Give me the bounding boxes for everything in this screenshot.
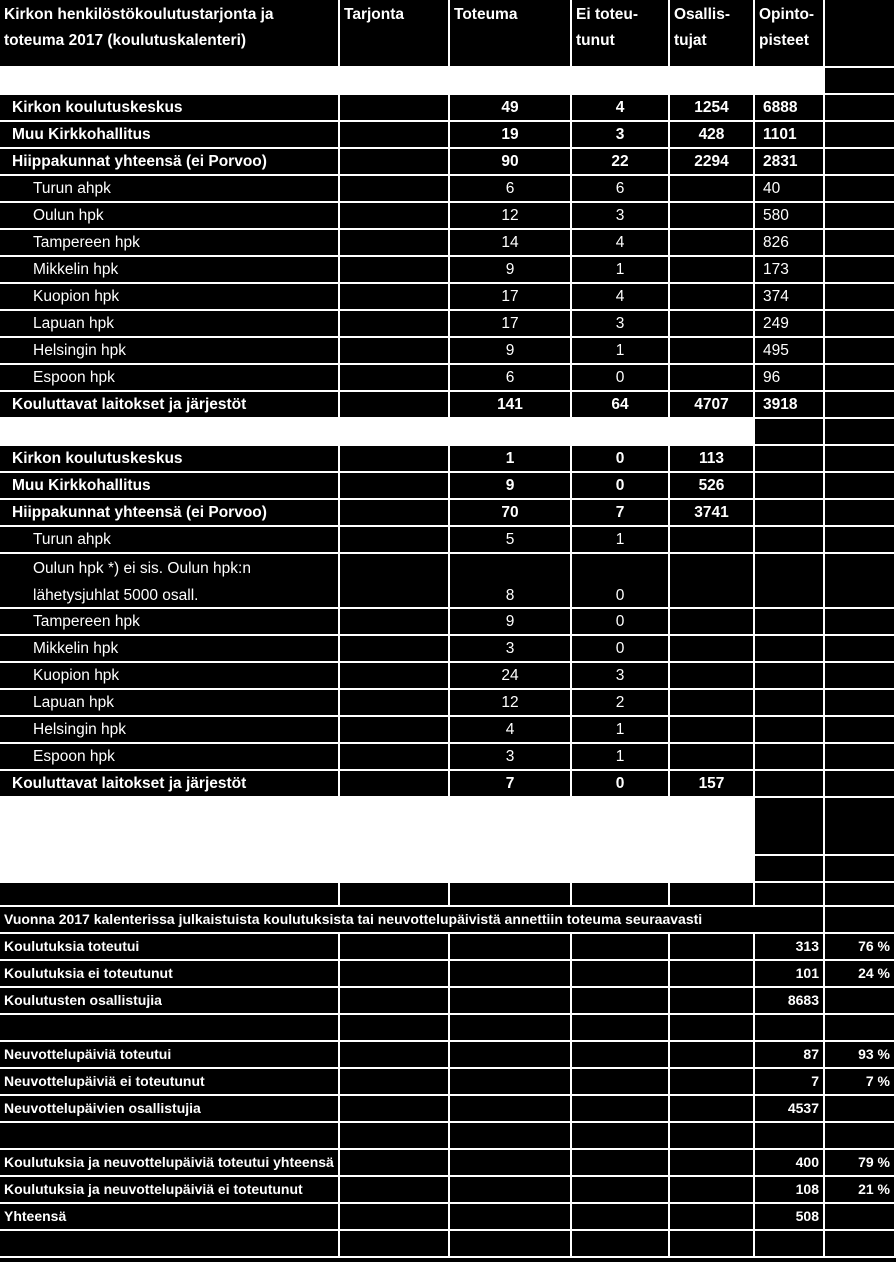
- filler-cell: [825, 473, 896, 500]
- opintopisteet-cell: [755, 771, 825, 798]
- filler-cell: [825, 771, 896, 798]
- summary-label: Koulutusten osallistujia: [0, 988, 340, 1015]
- osallistujat-cell: [670, 203, 755, 230]
- filler-cell: [825, 284, 896, 311]
- opintopisteet-cell: 826: [755, 230, 825, 257]
- ei-toteutunut-cell: 4: [572, 284, 670, 311]
- filler-cell: [825, 798, 896, 856]
- row-label: Tampereen hpk: [0, 230, 340, 257]
- toteuma-cell: 90: [450, 149, 572, 176]
- tarjonta-cell: [340, 609, 450, 636]
- opintopisteet-cell: [755, 663, 825, 690]
- empty-cell: [670, 988, 755, 1015]
- osallistujat-cell: [670, 311, 755, 338]
- filler-cell: [825, 446, 896, 473]
- empty-cell: [572, 1096, 670, 1123]
- tarjonta-cell: [340, 446, 450, 473]
- empty-cell: [340, 961, 450, 988]
- header-label: Opinto-: [759, 6, 815, 23]
- row-label: Turun ahpk: [0, 176, 340, 203]
- tarjonta-cell: [340, 284, 450, 311]
- filler-cell: [825, 717, 896, 744]
- row-label: Kuopion hpk: [0, 284, 340, 311]
- empty-cell: [670, 961, 755, 988]
- opintopisteet-cell: [755, 527, 825, 554]
- summary-label: [0, 1015, 340, 1042]
- row-label: Mikkelin hpk: [0, 257, 340, 284]
- ei-toteutunut-cell: 1: [572, 527, 670, 554]
- empty-cell: [340, 1231, 450, 1258]
- header-osallistujat: [670, 0, 755, 68]
- filler-cell: [825, 609, 896, 636]
- summary-percent: [825, 1204, 896, 1231]
- ei-toteutunut-cell: 3: [572, 311, 670, 338]
- summary-percent: 21 %: [825, 1177, 896, 1204]
- empty-cell: [825, 883, 896, 907]
- empty-cell: [340, 1015, 450, 1042]
- summary-value: 313: [755, 934, 825, 961]
- header-label: Osallis-: [674, 6, 730, 23]
- summary-label: Neuvottelupäiviä toteutui: [0, 1042, 340, 1069]
- opintopisteet-cell: 1101: [755, 122, 825, 149]
- osallistujat-cell: [670, 636, 755, 663]
- empty-cell: [340, 1096, 450, 1123]
- opintopisteet-cell: 580: [755, 203, 825, 230]
- opintopisteet-cell: [755, 609, 825, 636]
- opintopisteet-cell: [755, 554, 825, 609]
- osallistujat-cell: 1254: [670, 95, 755, 122]
- toteuma-cell: 9: [450, 257, 572, 284]
- tarjonta-cell: [340, 230, 450, 257]
- ei-toteutunut-cell: 22: [572, 149, 670, 176]
- empty-cell: [572, 1123, 670, 1150]
- toteuma-cell: 4: [450, 717, 572, 744]
- header-label: pisteet: [759, 32, 809, 49]
- empty-cell: [450, 1177, 572, 1204]
- tarjonta-cell: [340, 473, 450, 500]
- filler-cell: [825, 122, 896, 149]
- filler-cell: [825, 856, 896, 883]
- tarjonta-cell: [340, 122, 450, 149]
- ei-toteutunut-cell: 0: [572, 609, 670, 636]
- empty-cell: [572, 1150, 670, 1177]
- summary-value: 4537: [755, 1096, 825, 1123]
- filler-cell: [825, 203, 896, 230]
- header-label: tunut: [576, 32, 615, 49]
- empty-cell: [670, 1204, 755, 1231]
- empty-cell: [340, 988, 450, 1015]
- ei-toteutunut-cell: 1: [572, 257, 670, 284]
- toteuma-cell: 17: [450, 311, 572, 338]
- toteuma-cell: 12: [450, 203, 572, 230]
- empty-cell: [450, 1150, 572, 1177]
- empty-cell: [450, 988, 572, 1015]
- summary-percent: [825, 1015, 896, 1042]
- opintopisteet-cell: [755, 744, 825, 771]
- tarjonta-cell: [340, 311, 450, 338]
- tarjonta-cell: [340, 636, 450, 663]
- tarjonta-cell: [340, 365, 450, 392]
- row-label: Lapuan hpk: [0, 311, 340, 338]
- separator-band: [0, 856, 755, 883]
- osallistujat-cell: 526: [670, 473, 755, 500]
- summary-value: 101: [755, 961, 825, 988]
- empty-cell: [572, 1177, 670, 1204]
- toteuma-cell: 19: [450, 122, 572, 149]
- ei-toteutunut-cell: 4: [572, 230, 670, 257]
- empty-cell: [670, 1231, 755, 1258]
- tarjonta-cell: [340, 771, 450, 798]
- toteuma-cell: 14: [450, 230, 572, 257]
- summary-value: 8683: [755, 988, 825, 1015]
- row-label: Helsingin hpk: [0, 338, 340, 365]
- empty-cell: [670, 1042, 755, 1069]
- opintopisteet-cell: 96: [755, 365, 825, 392]
- ei-toteutunut-cell: 0: [572, 771, 670, 798]
- row-label: Helsingin hpk: [0, 717, 340, 744]
- opintopisteet-cell: 374: [755, 284, 825, 311]
- toteuma-cell: 8: [450, 554, 572, 609]
- summary-percent: [825, 1231, 896, 1258]
- osallistujat-cell: [670, 257, 755, 284]
- opintopisteet-cell: 2831: [755, 149, 825, 176]
- row-label: Hiippakunnat yhteensä (ei Porvoo): [0, 149, 340, 176]
- summary-label: Koulutuksia ja neuvottelupäiviä ei toteutunut: [0, 1177, 340, 1204]
- empty-cell: [450, 961, 572, 988]
- summary-label: Neuvottelupäiviä ei toteutunut: [0, 1069, 340, 1096]
- filler-cell: [755, 856, 825, 883]
- filler-cell: [825, 392, 896, 419]
- summary-label: Yhteensä: [0, 1204, 340, 1231]
- tarjonta-cell: [340, 392, 450, 419]
- opintopisteet-cell: [755, 473, 825, 500]
- filler-cell: [825, 311, 896, 338]
- empty-cell: [670, 1150, 755, 1177]
- header-toteuma: [450, 0, 572, 68]
- ei-toteutunut-cell: 3: [572, 663, 670, 690]
- opintopisteet-cell: [755, 690, 825, 717]
- filler-cell: [825, 907, 896, 934]
- summary-value: 400: [755, 1150, 825, 1177]
- tarjonta-cell: [340, 690, 450, 717]
- empty-cell: [572, 1204, 670, 1231]
- tarjonta-cell: [340, 257, 450, 284]
- header-label: Tarjonta: [344, 6, 404, 23]
- opintopisteet-cell: 495: [755, 338, 825, 365]
- row-label: Muu Kirkkohallitus: [0, 473, 340, 500]
- empty-cell: [572, 988, 670, 1015]
- row-label: Kirkon koulutuskeskus: [0, 95, 340, 122]
- osallistujat-cell: [670, 176, 755, 203]
- empty-cell: [572, 883, 670, 907]
- filler-cell: [825, 176, 896, 203]
- header-label: Toteuma: [454, 6, 518, 23]
- opintopisteet-cell: [755, 446, 825, 473]
- toteuma-cell: 1: [450, 446, 572, 473]
- toteuma-cell: 24: [450, 663, 572, 690]
- row-label: Espoon hpk: [0, 744, 340, 771]
- filler-cell: [825, 663, 896, 690]
- empty-cell: [450, 1231, 572, 1258]
- ei-toteutunut-cell: 1: [572, 717, 670, 744]
- toteuma-cell: 9: [450, 338, 572, 365]
- separator-band: [0, 798, 755, 856]
- header-label: Ei toteu-: [576, 6, 638, 23]
- osallistujat-cell: [670, 527, 755, 554]
- osallistujat-cell: [670, 663, 755, 690]
- ei-toteutunut-cell: 7: [572, 500, 670, 527]
- tarjonta-cell: [340, 527, 450, 554]
- osallistujat-cell: [670, 744, 755, 771]
- toteuma-cell: 9: [450, 473, 572, 500]
- osallistujat-cell: 428: [670, 122, 755, 149]
- empty-cell: [450, 934, 572, 961]
- filler-cell: [825, 68, 896, 95]
- summary-label: Koulutuksia toteutui: [0, 934, 340, 961]
- ei-toteutunut-cell: 0: [572, 473, 670, 500]
- empty-cell: [670, 1177, 755, 1204]
- header-title: [0, 0, 340, 68]
- summary-label: Neuvottelupäivien osallistujia: [0, 1096, 340, 1123]
- header-title-line: toteuma 2017 (koulutuskalenteri): [4, 32, 247, 49]
- osallistujat-cell: [670, 690, 755, 717]
- empty-cell: [670, 883, 755, 907]
- summary-label: Koulutuksia ja neuvottelupäiviä toteutui yhteensä: [0, 1150, 340, 1177]
- empty-cell: [450, 1096, 572, 1123]
- osallistujat-cell: 4707: [670, 392, 755, 419]
- empty-cell: [572, 1231, 670, 1258]
- tarjonta-cell: [340, 338, 450, 365]
- filler-cell: [825, 554, 896, 609]
- tarjonta-cell: [340, 176, 450, 203]
- row-label: Espoon hpk: [0, 365, 340, 392]
- ei-toteutunut-cell: 3: [572, 203, 670, 230]
- empty-cell: [340, 1069, 450, 1096]
- ei-toteutunut-cell: 64: [572, 392, 670, 419]
- toteuma-cell: 141: [450, 392, 572, 419]
- separator-band: [0, 68, 825, 95]
- empty-cell: [340, 1204, 450, 1231]
- tarjonta-cell: [340, 744, 450, 771]
- row-label: Tampereen hpk: [0, 609, 340, 636]
- row-label-line: lähetysjuhlat 5000 osall.: [33, 587, 199, 604]
- summary-value: [755, 1123, 825, 1150]
- ei-toteutunut-cell: 3: [572, 122, 670, 149]
- osallistujat-cell: [670, 230, 755, 257]
- toteuma-cell: 3: [450, 744, 572, 771]
- summary-value: 7: [755, 1069, 825, 1096]
- row-label: Hiippakunnat yhteensä (ei Porvoo): [0, 500, 340, 527]
- toteuma-cell: 5: [450, 527, 572, 554]
- filler-cell: [825, 636, 896, 663]
- empty-cell: [572, 934, 670, 961]
- row-label: Kirkon koulutuskeskus: [0, 446, 340, 473]
- summary-value: 108: [755, 1177, 825, 1204]
- ei-toteutunut-cell: 1: [572, 338, 670, 365]
- osallistujat-cell: [670, 554, 755, 609]
- ei-toteutunut-cell: 1: [572, 744, 670, 771]
- osallistujat-cell: [670, 717, 755, 744]
- empty-cell: [340, 934, 450, 961]
- filler-cell: [825, 230, 896, 257]
- filler-cell: [825, 419, 896, 446]
- ei-toteutunut-cell: 0: [572, 365, 670, 392]
- empty-cell: [572, 1069, 670, 1096]
- osallistujat-cell: 113: [670, 446, 755, 473]
- summary-percent: 79 %: [825, 1150, 896, 1177]
- tarjonta-cell: [340, 203, 450, 230]
- tarjonta-cell: [340, 149, 450, 176]
- toteuma-cell: 6: [450, 365, 572, 392]
- osallistujat-cell: [670, 365, 755, 392]
- opintopisteet-cell: [755, 717, 825, 744]
- summary-percent: 93 %: [825, 1042, 896, 1069]
- empty-cell: [340, 883, 450, 907]
- ei-toteutunut-cell: 6: [572, 176, 670, 203]
- header-title-line: Kirkon henkilöstökoulutustarjonta ja: [4, 6, 274, 23]
- osallistujat-cell: 3741: [670, 500, 755, 527]
- summary-value: [755, 1015, 825, 1042]
- summary-heading: Vuonna 2017 kalenterissa julkaistuista koulutuksista tai neuvottelupäivistä annettiin toteuma seuraavasti: [0, 907, 825, 934]
- summary-percent: [825, 1123, 896, 1150]
- filler-cell: [825, 149, 896, 176]
- summary-value: 508: [755, 1204, 825, 1231]
- tarjonta-cell: [340, 500, 450, 527]
- summary-percent: 24 %: [825, 961, 896, 988]
- row-label: Kuopion hpk: [0, 663, 340, 690]
- empty-cell: [450, 883, 572, 907]
- summary-label: [0, 1123, 340, 1150]
- row-label: Lapuan hpk: [0, 690, 340, 717]
- ei-toteutunut-cell: 4: [572, 95, 670, 122]
- row-label: Turun ahpk: [0, 527, 340, 554]
- row-label: Mikkelin hpk: [0, 636, 340, 663]
- row-label: Muu Kirkkohallitus: [0, 122, 340, 149]
- opintopisteet-cell: 40: [755, 176, 825, 203]
- empty-cell: [450, 1015, 572, 1042]
- filler-cell: [755, 419, 825, 446]
- osallistujat-cell: 2294: [670, 149, 755, 176]
- tarjonta-cell: [340, 663, 450, 690]
- empty-cell: [755, 883, 825, 907]
- row-label: Kouluttavat laitokset ja järjestöt: [0, 771, 340, 798]
- tarjonta-cell: [340, 717, 450, 744]
- ei-toteutunut-cell: 0: [572, 636, 670, 663]
- row-label: Oulun hpk: [0, 203, 340, 230]
- row-label: [0, 554, 340, 609]
- summary-percent: [825, 1096, 896, 1123]
- row-label: Kouluttavat laitokset ja järjestöt: [0, 392, 340, 419]
- toteuma-cell: 9: [450, 609, 572, 636]
- summary-percent: 7 %: [825, 1069, 896, 1096]
- opintopisteet-cell: 249: [755, 311, 825, 338]
- filler-cell: [825, 527, 896, 554]
- summary-label: Koulutuksia ei toteutunut: [0, 961, 340, 988]
- tarjonta-cell: [340, 95, 450, 122]
- filler-cell: [825, 365, 896, 392]
- empty-cell: [450, 1042, 572, 1069]
- toteuma-cell: 3: [450, 636, 572, 663]
- osallistujat-cell: [670, 609, 755, 636]
- empty-cell: [450, 1204, 572, 1231]
- empty-cell: [450, 1069, 572, 1096]
- toteuma-cell: 17: [450, 284, 572, 311]
- opintopisteet-cell: 6888: [755, 95, 825, 122]
- header-empty: [825, 0, 896, 68]
- toteuma-cell: 7: [450, 771, 572, 798]
- ei-toteutunut-cell: 0: [572, 554, 670, 609]
- toteuma-cell: 6: [450, 176, 572, 203]
- filler-cell: [825, 744, 896, 771]
- osallistujat-cell: [670, 338, 755, 365]
- empty-cell: [0, 883, 340, 907]
- empty-cell: [670, 1096, 755, 1123]
- osallistujat-cell: 157: [670, 771, 755, 798]
- header-ei-toteutunut: [572, 0, 670, 68]
- ei-toteutunut-cell: 2: [572, 690, 670, 717]
- separator-band: [0, 419, 755, 446]
- summary-percent: [825, 988, 896, 1015]
- empty-cell: [572, 1042, 670, 1069]
- toteuma-cell: 70: [450, 500, 572, 527]
- osallistujat-cell: [670, 284, 755, 311]
- filler-cell: [825, 338, 896, 365]
- filler-cell: [825, 95, 896, 122]
- header-opintopisteet: [755, 0, 825, 68]
- opintopisteet-cell: [755, 636, 825, 663]
- header-label: tujat: [674, 32, 707, 49]
- toteuma-cell: 12: [450, 690, 572, 717]
- empty-cell: [670, 1123, 755, 1150]
- empty-cell: [340, 1150, 450, 1177]
- empty-cell: [670, 1069, 755, 1096]
- ei-toteutunut-cell: 0: [572, 446, 670, 473]
- empty-cell: [340, 1177, 450, 1204]
- opintopisteet-cell: 173: [755, 257, 825, 284]
- empty-cell: [572, 1015, 670, 1042]
- filler-cell: [755, 798, 825, 856]
- header-tarjonta: [340, 0, 450, 68]
- toteuma-cell: 49: [450, 95, 572, 122]
- empty-cell: [340, 1042, 450, 1069]
- tarjonta-cell: [340, 554, 450, 609]
- empty-cell: [450, 1123, 572, 1150]
- summary-label: [0, 1231, 340, 1258]
- row-label-line: Oulun hpk *) ei sis. Oulun hpk:n: [33, 560, 251, 577]
- filler-cell: [825, 257, 896, 284]
- opintopisteet-cell: [755, 500, 825, 527]
- summary-value: 87: [755, 1042, 825, 1069]
- filler-cell: [825, 690, 896, 717]
- empty-cell: [670, 1015, 755, 1042]
- filler-cell: [825, 500, 896, 527]
- empty-cell: [572, 961, 670, 988]
- summary-percent: 76 %: [825, 934, 896, 961]
- opintopisteet-cell: 3918: [755, 392, 825, 419]
- empty-cell: [340, 1123, 450, 1150]
- empty-cell: [670, 934, 755, 961]
- summary-value: [755, 1231, 825, 1258]
